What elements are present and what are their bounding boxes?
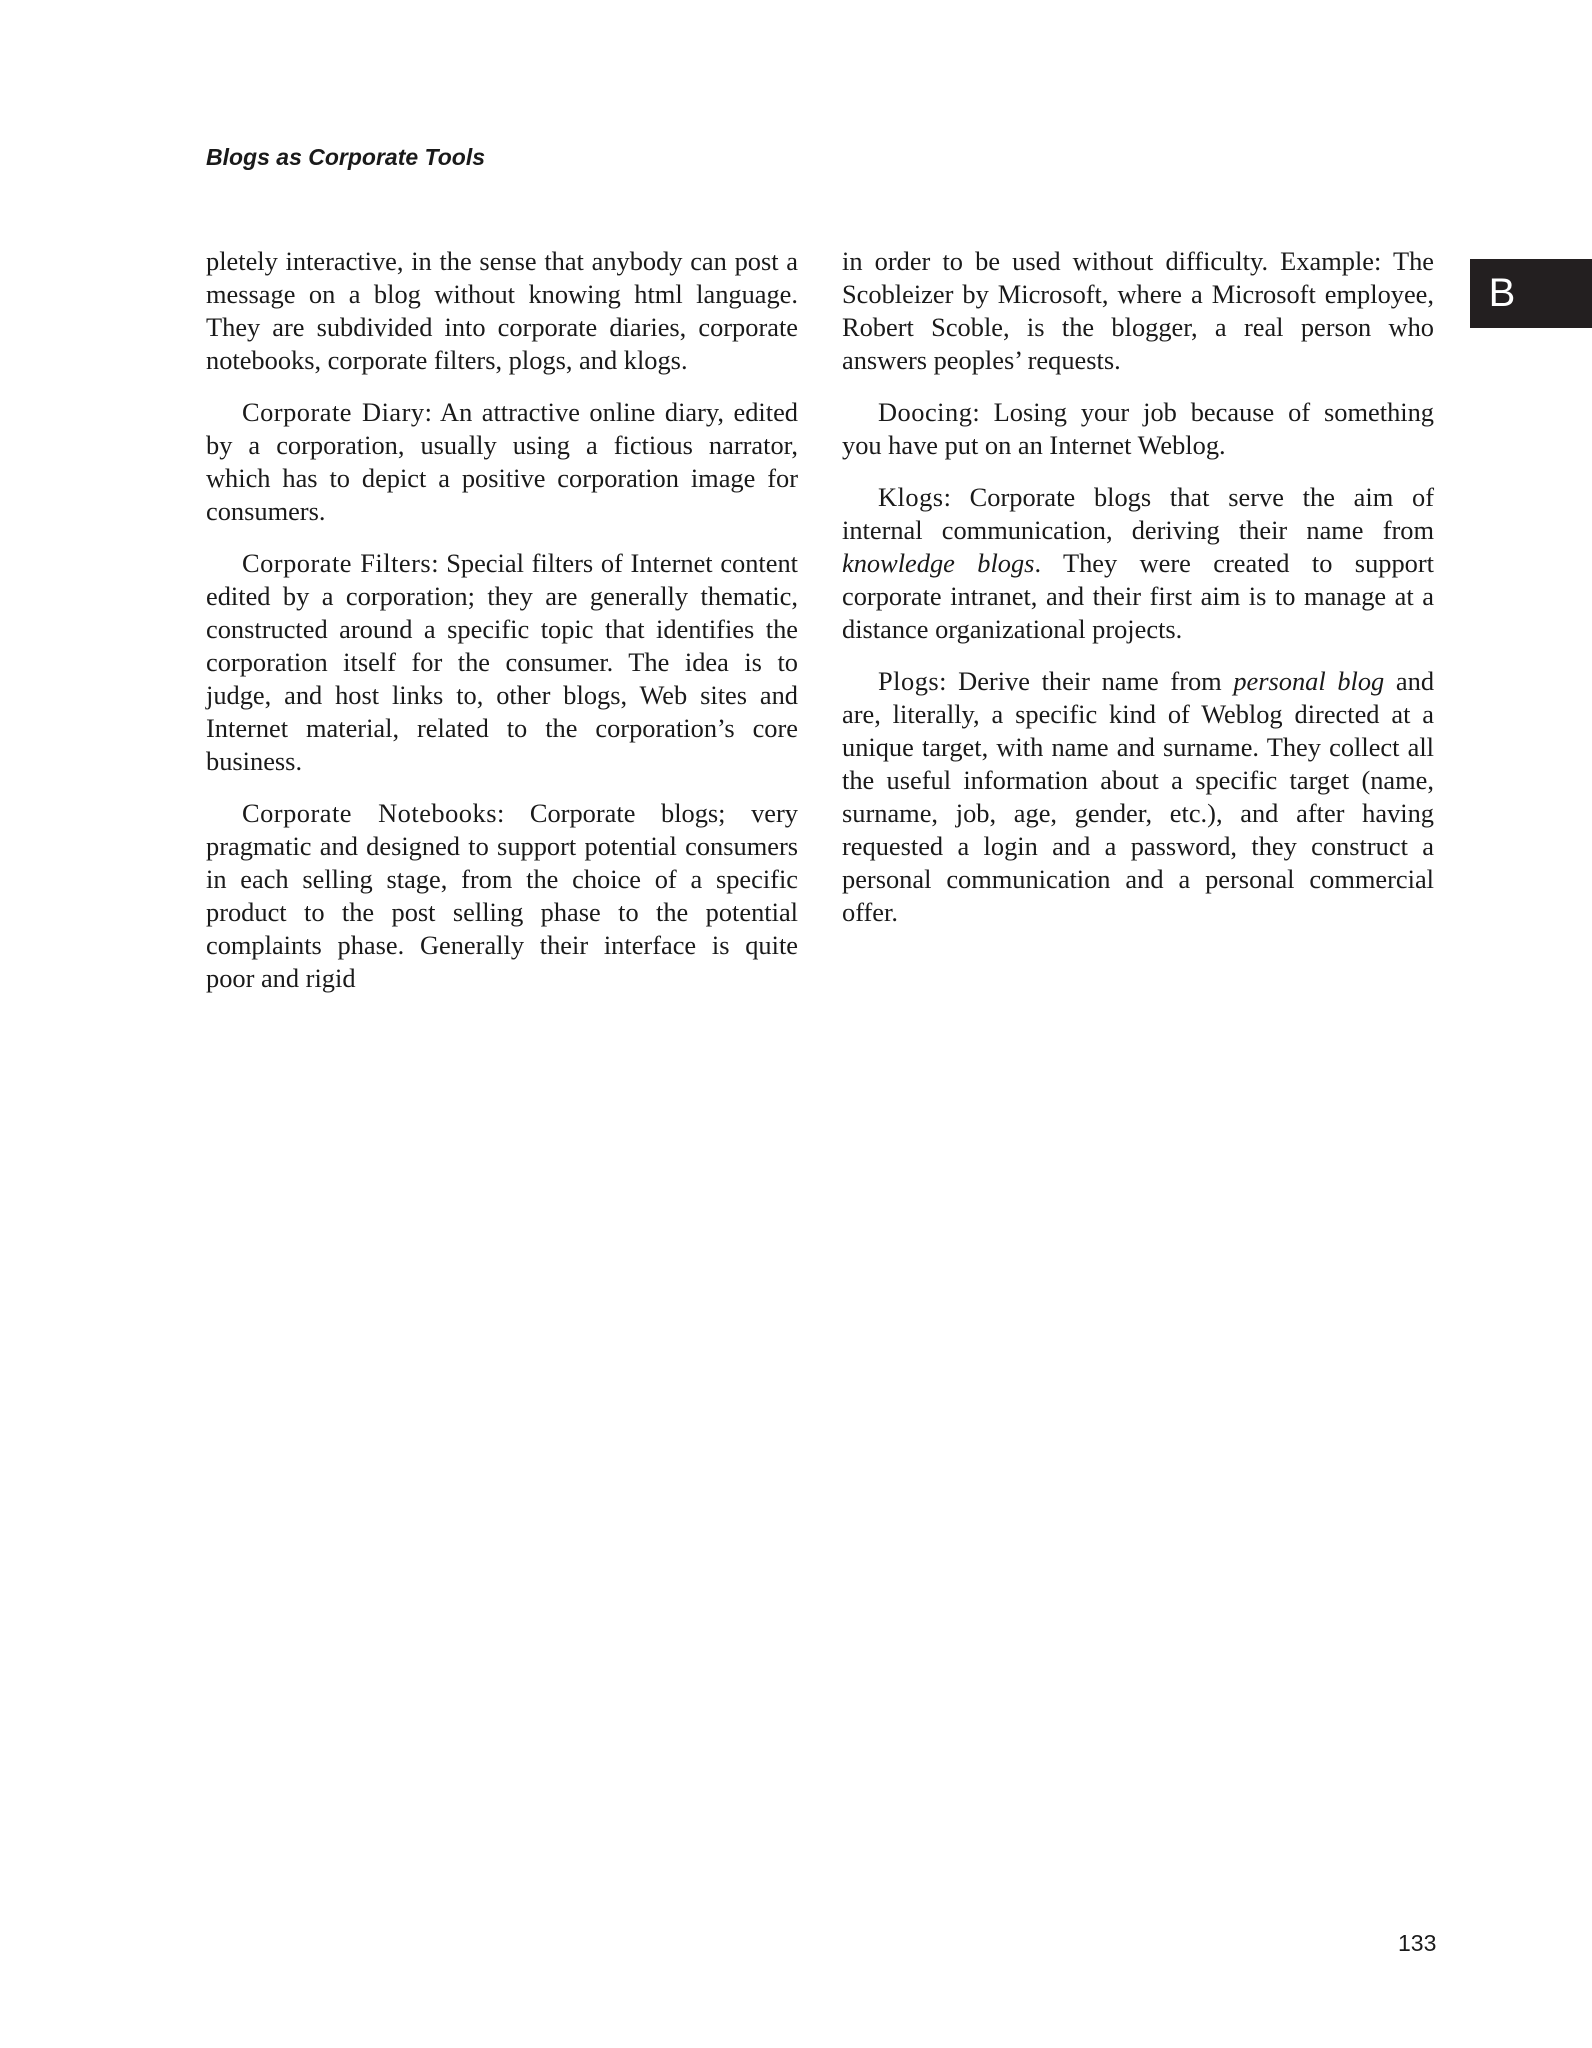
paragraph-continuation: pletely interactive, in the sense that anybody can post a message on a blog without knowing html language. They are subdivided into corporate diaries, corporate notebooks, corporate filters, plogs, and klogs.: [206, 246, 798, 375]
term-corporate-diary: Corporate Diary: [242, 397, 425, 427]
definition-text: : Special filters of Internet content edited by a corporation; they are generally thematic, constructed around a specific topic that identifies the corporation itself for the consumer. The idea is to judge, and host links to, other blogs, Web sites and Internet material, related to the corporation’s core business.: [206, 548, 798, 776]
left-column: [206, 245, 798, 1014]
right-column: [842, 245, 1434, 948]
term-klogs: Klogs: [878, 482, 944, 512]
emphasis-personal-blog: personal blog: [1233, 666, 1385, 696]
definition-text: and are, literally, a specific kind of Weblog directed at a unique target, with name and surname. They collect all the useful information about a specific target (name, surname, job, age, gender, etc.), and after having requested a login and a password, they construct a personal communication and a personal commercial offer.: [842, 666, 1435, 927]
section-thumb-tab: [1470, 259, 1592, 328]
definition-text: : Derive their name from: [939, 666, 1234, 696]
paragraph-continuation: in order to be used without difficulty. Example: The Scobleizer by Microsoft, where a Microsoft employee, Robert Scoble, is the blogger, a real person who answers peoples’ requests.: [842, 246, 1434, 375]
definition-plogs: [842, 665, 1434, 929]
definition-klogs: [842, 481, 1434, 646]
definition-text: : Losing your job because of something you have put on an Internet Weblog.: [842, 397, 1434, 460]
emphasis-knowledge-blogs: knowledge blogs: [842, 548, 1035, 578]
definition-corporate-diary: [206, 396, 798, 528]
page-number: 133: [1398, 1930, 1437, 1956]
definition-text: . They were created to support corporate intranet, and their first aim is to manage at a distance organizational projects.: [842, 548, 1434, 644]
term-corporate-notebooks: Corporate Notebooks: [242, 798, 497, 828]
running-header: Blogs as Corporate Tools: [206, 144, 486, 170]
section-letter: B: [1488, 271, 1516, 315]
definition-corporate-filters: [206, 547, 798, 778]
definition-corporate-notebooks: [206, 797, 798, 995]
term-corporate-filters: Corporate Filters: [242, 548, 432, 578]
definition-doocing: [842, 396, 1434, 462]
definition-text: : Corporate blogs; very pragmatic and designed to support potential consumers in each selling stage, from the choice of a specific product to the post selling phase to the potential complaints phase. Generally their interface is quite poor and rigid: [206, 798, 798, 993]
definition-text: : An attractive online diary, edited by a corporation, usually using a fictious narrator, which has to depict a positive corporation image for consumers.: [206, 397, 798, 526]
definition-text: : Corporate blogs that serve the aim of internal communication, deriving their name from: [842, 482, 1434, 545]
term-plogs: Plogs: [878, 666, 940, 696]
term-doocing: Doocing: [878, 397, 973, 427]
